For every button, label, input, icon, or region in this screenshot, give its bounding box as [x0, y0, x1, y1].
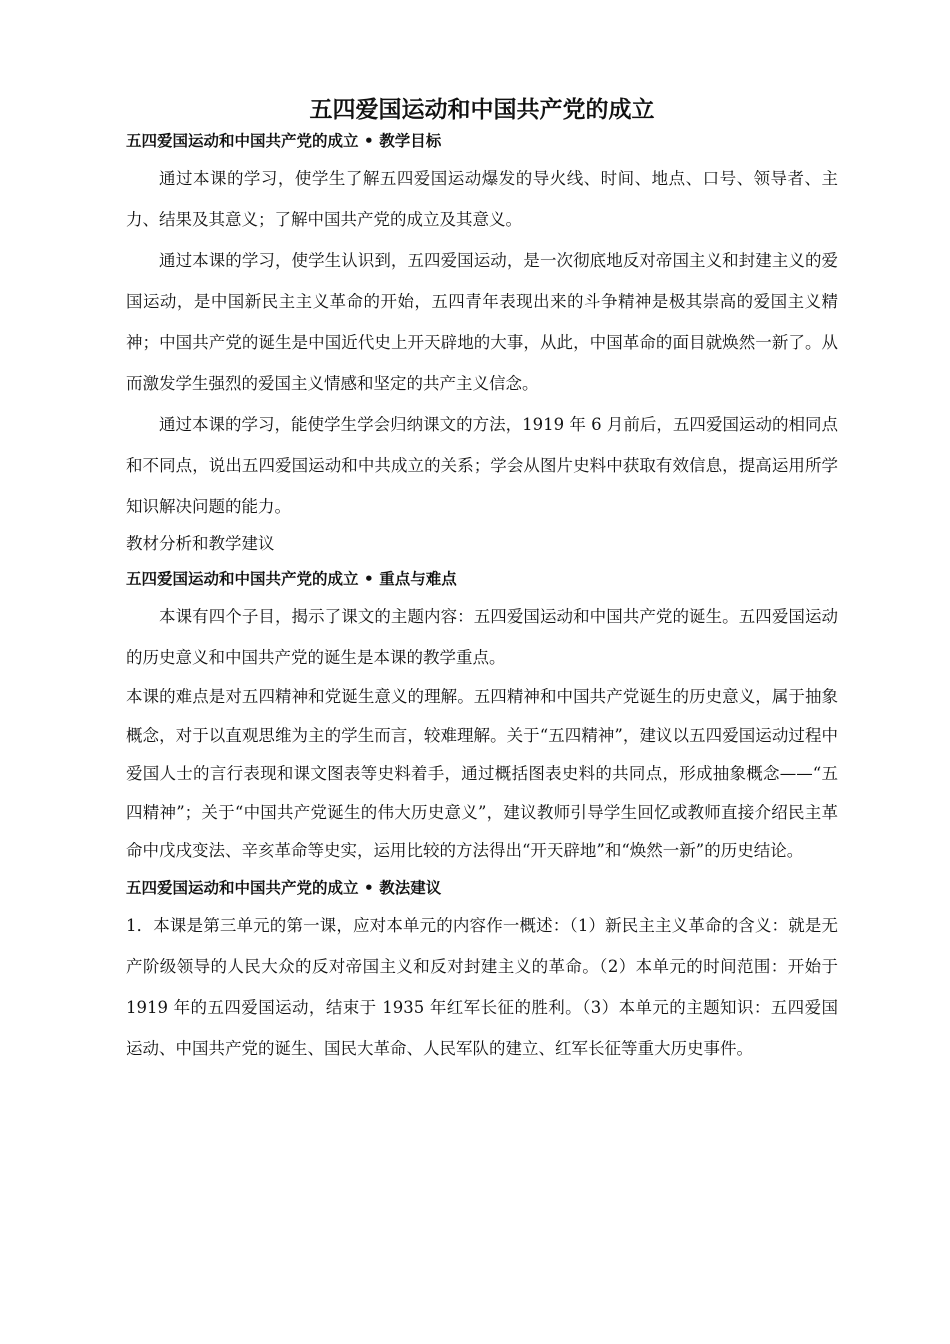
section-heading-goals: 五四爱国运动和中国共产党的成立 • 教学目标 [126, 132, 442, 150]
goals-paragraph-3: 通过本课的学习，能使学生学会归纳课文的方法，1919 年 6 月前后，五四爱国运动的相同点和不同点，说出五四爱国运动和中共成立的关系；学会从图片史料中获取有效信息，提高运用所学知识解决问题的能力。 [126, 415, 838, 516]
section-heading-key-points: 五四爱国运动和中国共产党的成立 • 重点与难点 [126, 570, 457, 588]
methods-paragraph-1: 1．本课是第三单元的第一课，应对本单元的内容作一概述：（1）新民主主义革命的含义：就是无产阶级领导的人民大众的反对帝国主义和反对封建主义的革命。（2）本单元的时间范围：开始于 1919 年的五四爱国运动，结束于 1935 年红军长征的胜利。（3）本单元的主题知识：五四爱国运动、中国共产党的诞生、国民大革命、人民军队的建立、红军长征等重大历史事件。 [126, 915, 838, 1058]
analysis-label: 教材分析和教学建议 [126, 534, 275, 553]
key-points-paragraph-2: 本课的难点是对五四精神和党诞生意义的理解。五四精神和中国共产党诞生的历史意义，属于抽象概念，对于以直观思维为主的学生而言，较难理解。关于“五四精神”，建议以五四爱国运动过程中爱国人士的言行表现和课文图表等史料着手，通过概括图表史料的共同点，形成抽象概念——“五四精神”；关于“中国共产党诞生的伟大历史意义”，建议教师引导学生回忆或教师直接介绍民主革命中戊戌变法、辛亥革命等史实，运用比较的方法得出“开天辟地”和“焕然一新”的历史结论。 [126, 687, 838, 860]
section-heading-methods: 五四爱国运动和中国共产党的成立 • 教法建议 [126, 878, 442, 897]
document-title: 五四爱国运动和中国共产党的成立 [309, 97, 655, 123]
goals-paragraph-2: 通过本课的学习，使学生认识到，五四爱国运动，是一次彻底地反对帝国主义和封建主义的爱国运动，是中国新民主主义革命的开始，五四青年表现出来的斗争精神是极其崇高的爱国主义精神；中国共产党的诞生是中国近代史上开天辟地的大事，从此，中国革命的面目就焕然一新了。从而激发学生强烈的爱国主义情感和坚定的共产主义信念。 [126, 251, 838, 393]
document-page [126, 94, 838, 1069]
key-points-paragraph-1: 本课有四个子目，揭示了课文的主题内容：五四爱国运动和中国共产党的诞生。五四爱国运动的历史意义和中国共产党的诞生是本课的教学重点。 [126, 607, 838, 667]
goals-paragraph-1: 通过本课的学习，使学生了解五四爱国运动爆发的导火线、时间、地点、口号、领导者、主力、结果及其意义；了解中国共产党的成立及其意义。 [126, 169, 838, 229]
